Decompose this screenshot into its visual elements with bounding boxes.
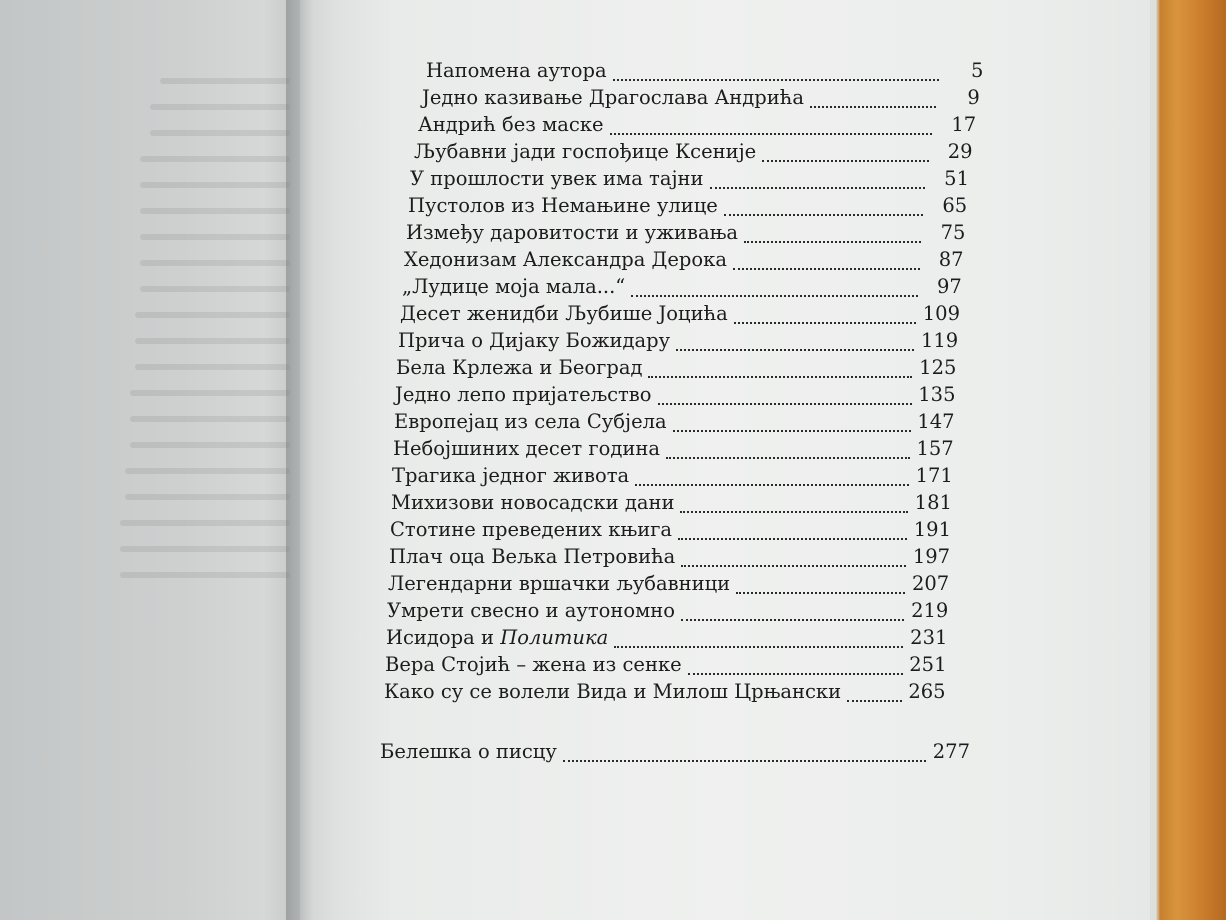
toc-entry-page: 125 — [919, 356, 957, 379]
toc-entry-title: Плач оца Вељка Петровића — [389, 545, 676, 568]
toc-entry-title: Вера Стојић – жена из сенке — [385, 653, 682, 676]
toc-leader-dots — [681, 564, 906, 567]
bleed-through-line — [125, 494, 290, 500]
toc-entry-page: 181 — [914, 491, 952, 514]
bleed-through-line — [120, 520, 290, 526]
toc-entry-page: 219 — [911, 599, 949, 622]
toc-entry-page: 135 — [918, 383, 956, 406]
toc-leader-dots — [810, 105, 936, 108]
toc-entry-title: Љубавни јади госпођице Ксеније — [414, 140, 757, 163]
toc-entry — [380, 739, 970, 766]
toc-entry-title-italic: Политика — [500, 626, 609, 649]
toc-leader-dots — [658, 402, 912, 405]
toc-entry — [389, 544, 950, 571]
toc-leader-dots — [648, 375, 912, 378]
toc-entry — [418, 112, 976, 139]
toc-entry-title: Како су се волели Вида и Милош Црњански — [384, 680, 842, 703]
toc-entry — [414, 139, 973, 166]
toc-leader-dots — [673, 429, 911, 432]
bleed-through-line — [160, 78, 290, 84]
toc-entry — [406, 220, 965, 247]
bleed-through-line — [120, 546, 290, 552]
toc-entry-title: Европејац из села Субјела — [394, 410, 667, 433]
toc-entry-page: 29 — [947, 140, 973, 163]
toc-entry-title: Десет женидби Љубише Јоцића — [400, 302, 728, 325]
toc-leader-dots — [631, 294, 918, 297]
bleed-through-line — [140, 286, 290, 292]
toc-entry — [404, 247, 964, 274]
toc-entry-title: Стотине преведених књига — [390, 518, 673, 541]
toc-entry — [394, 409, 955, 436]
toc-entry-page: 9 — [967, 86, 980, 109]
toc-entry — [402, 274, 962, 301]
toc-entry — [426, 58, 983, 85]
toc-leader-dots — [610, 132, 933, 135]
toc-leader-dots — [688, 672, 903, 675]
toc-leader-dots — [680, 510, 907, 513]
toc-entry-title: Једно лепо пријатељство — [395, 383, 652, 406]
toc-entry-page: 65 — [942, 194, 968, 217]
toc-entry — [400, 301, 960, 328]
bleed-through-line — [140, 208, 290, 214]
toc-leader-dots — [614, 645, 903, 648]
book-cover-edge — [1156, 0, 1226, 920]
toc-entry-page: 97 — [936, 275, 962, 298]
left-page — [0, 0, 300, 920]
toc-entry — [408, 193, 967, 220]
bleed-through-line — [140, 182, 290, 188]
toc-entry-title-prefix: Исидора и — [386, 626, 501, 649]
toc-entry-page: 171 — [915, 464, 953, 487]
toc-entry-title: У прошлости увек има тајни — [410, 167, 704, 190]
toc-entry-page: 207 — [911, 572, 950, 595]
toc-entry — [393, 436, 954, 463]
toc-entry — [388, 571, 949, 598]
bleed-through-line — [130, 390, 290, 396]
toc-entry-title: Умрети свесно и аутономно — [387, 599, 676, 622]
toc-leader-dots — [736, 591, 905, 594]
toc-leader-dots — [613, 78, 940, 81]
toc-leader-dots — [678, 537, 907, 540]
bleed-through-line — [130, 442, 290, 448]
toc-entry-page: 147 — [917, 410, 955, 433]
bleed-through-line — [130, 416, 290, 422]
bleed-through-line — [140, 234, 290, 240]
toc-entry-page: 197 — [912, 545, 951, 568]
toc-entry-title: Између даровитости и уживања — [406, 221, 739, 244]
toc-leader-dots — [710, 186, 926, 189]
toc-entry-page: 87 — [938, 248, 964, 271]
bleed-through-line — [150, 104, 290, 110]
bleed-through-line — [120, 572, 290, 578]
bleed-through-line — [140, 156, 290, 162]
toc-leader-dots — [734, 321, 916, 324]
toc-entry-page: 251 — [909, 653, 947, 676]
toc-entry — [385, 652, 947, 679]
bleed-through-line — [150, 130, 290, 136]
toc-leader-dots — [847, 699, 902, 702]
toc-entry-title: Бела Крлежа и Београд — [396, 356, 643, 379]
toc-entry-page: 17 — [951, 113, 977, 136]
toc-leader-dots — [681, 618, 904, 621]
toc-entry — [410, 166, 969, 193]
toc-leader-dots — [733, 267, 920, 270]
toc-entry-page: 231 — [910, 626, 948, 649]
toc-entry-title: Михизови новосадски дани — [391, 491, 675, 514]
bleed-through-line — [125, 468, 290, 474]
toc-leader-dots — [744, 240, 921, 243]
bleed-through-line — [135, 364, 290, 370]
toc-leader-dots — [635, 483, 909, 486]
table-of-contents — [380, 58, 1000, 766]
toc-entry-title: Пустолов из Немањине улице — [408, 194, 718, 217]
toc-entry — [386, 625, 947, 652]
toc-leader-dots — [666, 456, 910, 459]
toc-entry-title: Хедонизам Александра Дерока — [404, 248, 727, 271]
toc-entry-title: Трагика једног живота — [392, 464, 630, 487]
toc-spacer — [400, 706, 1000, 739]
toc-entry-title: Напомена аутора — [426, 59, 607, 82]
toc-entry-title: Једно казивање Драгослава Андрића — [422, 86, 804, 109]
toc-entry — [422, 85, 980, 112]
toc-entry — [391, 490, 952, 517]
toc-entry-page: 265 — [908, 680, 946, 703]
toc-entry — [384, 679, 946, 706]
toc-entry-page: 109 — [922, 302, 960, 325]
toc-leader-dots — [724, 213, 923, 216]
toc-entry — [398, 328, 958, 355]
toc-entry-title: Небојшиних десет година — [393, 437, 660, 460]
toc-entry — [387, 598, 948, 625]
toc-entry-page: 277 — [932, 740, 970, 763]
toc-entry — [392, 463, 953, 490]
toc-entry-title — [386, 625, 608, 651]
bleed-through-line — [140, 260, 290, 266]
toc-entry-page: 75 — [940, 221, 966, 244]
toc-leader-dots — [563, 759, 926, 762]
toc-entry-page: 51 — [944, 167, 969, 190]
bleed-through-line — [135, 312, 290, 318]
toc-leader-dots — [676, 348, 914, 351]
bleed-through-line — [135, 338, 290, 344]
toc-entry-title: Легендарни вршачки љубавници — [388, 572, 731, 595]
toc-entry-page: 157 — [916, 437, 954, 460]
toc-entry — [395, 382, 956, 409]
toc-entry — [396, 355, 956, 382]
toc-entry-title: „Лудице моја мала...“ — [402, 275, 626, 298]
toc-leader-dots — [762, 159, 928, 162]
toc-entry-page: 191 — [913, 518, 951, 541]
toc-entry — [390, 517, 951, 544]
book-gutter-shadow — [286, 0, 336, 920]
toc-entry-title: Андрић без маске — [418, 113, 604, 136]
toc-entry-page: 119 — [920, 329, 959, 352]
toc-entry-page: 5 — [970, 59, 984, 82]
toc-entry-title: Прича о Дијаку Божидару — [398, 329, 671, 352]
toc-entry-title: Белешка о писцу — [380, 740, 557, 763]
